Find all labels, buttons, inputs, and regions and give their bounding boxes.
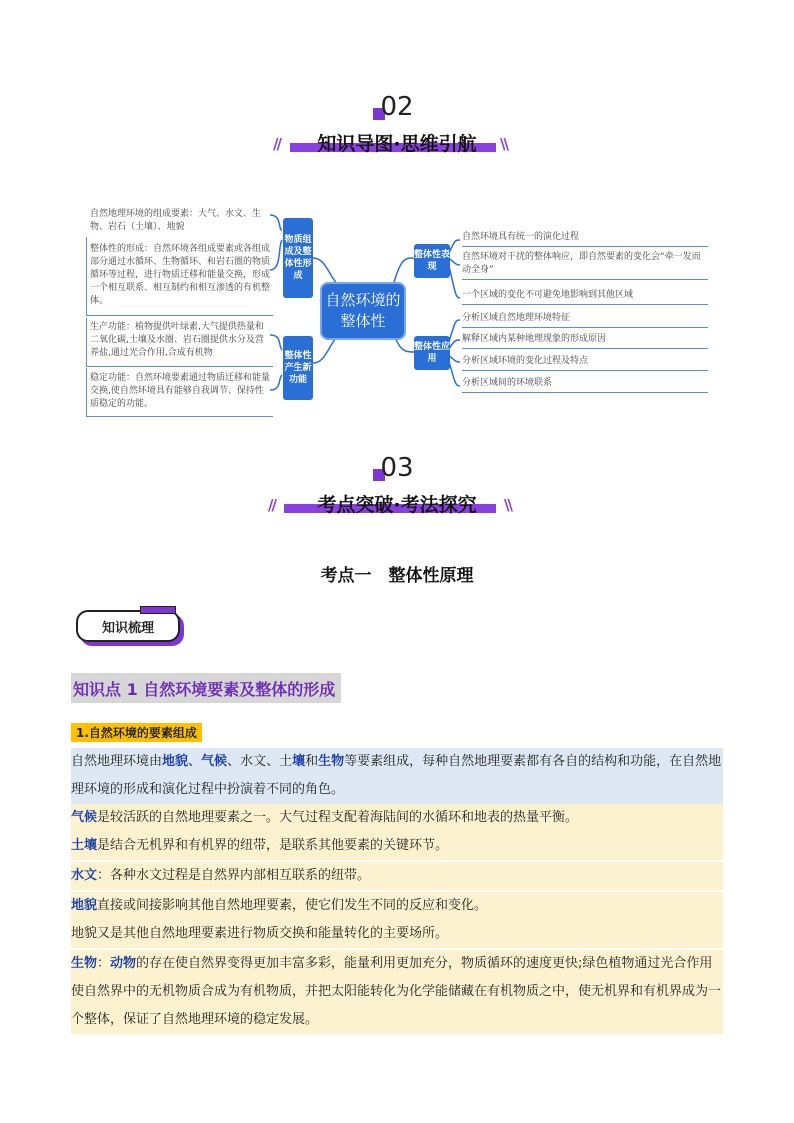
section-title: // \\ 考点突破·考法探究 xyxy=(268,494,511,516)
mind-map-node: 物质组成及整体性形成 xyxy=(283,218,313,298)
subheading: 1.自然环境的要素组成 xyxy=(71,723,202,742)
mind-map-text: 分析区域自然地理环境特征 xyxy=(462,312,708,328)
paragraph: 气候是较活跃的自然地理要素之一。大气过程支配着海陆间的水循环和地表的热量平衡。 xyxy=(71,804,723,832)
knowledge-point-heading: 知识点 1 自然环境要素及整体的形成 xyxy=(71,673,341,703)
paragraph: 生物：动物的存在使自然界变得更加丰富多彩，能量利用更加充分，物质循环的速度更快;绿色植物通过光合作用使自然界中的无机物质合成为有机物质，并把太阳能转化为化学能储藏在有机物质之中，使无机界和有机界成为一个整体，保证了自然地理环境的稳定发展。 xyxy=(71,950,723,1034)
mind-map-text: 分析区域环境的变化过程及特点 xyxy=(462,355,708,371)
mind-map-node: 整体性应用 xyxy=(414,336,450,370)
mind-map-text: 生产功能：植物提供叶绿素,大气提供热量和二氧化碳,土壤及水圈、岩石圈提供水分及营养盐,通过光合作用,合成有机物 xyxy=(90,322,264,358)
mind-map-text: 解释区域内某种地理现象的形成原因 xyxy=(462,333,708,349)
paragraph: 地貌直接或间接影响其他自然地理要素，使它们发生不同的反应和变化。 xyxy=(71,892,723,920)
slash-decoration-icon: // xyxy=(268,496,275,514)
mind-map-text: 自然环境具有统一的演化过程 xyxy=(462,231,708,247)
mind-map-text: 一个区域的变化不可避免地影响到其他区域 xyxy=(462,289,708,305)
paragraph: 土壤是结合无机界和有机界的纽带，是联系其他要素的关键环节。 xyxy=(71,832,723,860)
slash-decoration-icon: \\ xyxy=(500,135,507,153)
mind-map-center-node: 自然环境的整体性 xyxy=(320,282,406,340)
mind-map-text: 自然环境对干扰的整体响应，即自然要素的变化会“牵一发而动全身” xyxy=(462,251,708,280)
slash-decoration-icon: \\ xyxy=(504,496,511,514)
section-number: 02 xyxy=(0,92,794,122)
paragraph: 自然地理环境由地貌、气候、水文、土壤和生物等要素组成，每种自然地理要素都有各自的结构和功能，在自然地理环境的形成和演化过程中扮演着不同的角色。 xyxy=(71,748,723,804)
section-number: 03 xyxy=(0,453,794,483)
paragraph: 水文：各种水文过程是自然界内部相互联系的纽带。 xyxy=(71,862,723,890)
mind-map-text: 整体性的形成：自然环境各组成要素或各组成部分通过水循环、生物循环、和岩石圈的物质循环等过程，进行物质迁移和能量交换，形成一个相互联系、相互制约和相互渗透的有机整体。 xyxy=(90,244,271,306)
badge-tab-icon xyxy=(140,606,176,614)
section-title: // \\ 知识导图·思维引航 xyxy=(273,133,507,155)
topic-heading: 考点一 整体性原理 xyxy=(320,566,474,586)
mind-map-text: 分析区域间的环境联系 xyxy=(462,377,708,393)
mind-map-node: 整体性产生新功能 xyxy=(283,336,313,400)
paragraph: 地貌又是其他自然地理要素进行物质交换和能量转化的主要场所。 xyxy=(71,920,723,948)
mind-map-text: 稳定功能：自然环境要素通过物质迁移和能量交换,使自然环境具有能够自我调节、保持性质稳定的功能。 xyxy=(90,373,271,409)
knowledge-badge: 知识梳理 xyxy=(76,610,184,646)
slash-decoration-icon: // xyxy=(273,135,280,153)
mind-map-text: 自然地理环境的组成要素：大气、水文、生物、岩石（土壤）、地貌 xyxy=(90,209,262,232)
mind-map-node: 整体性表现 xyxy=(414,244,450,278)
